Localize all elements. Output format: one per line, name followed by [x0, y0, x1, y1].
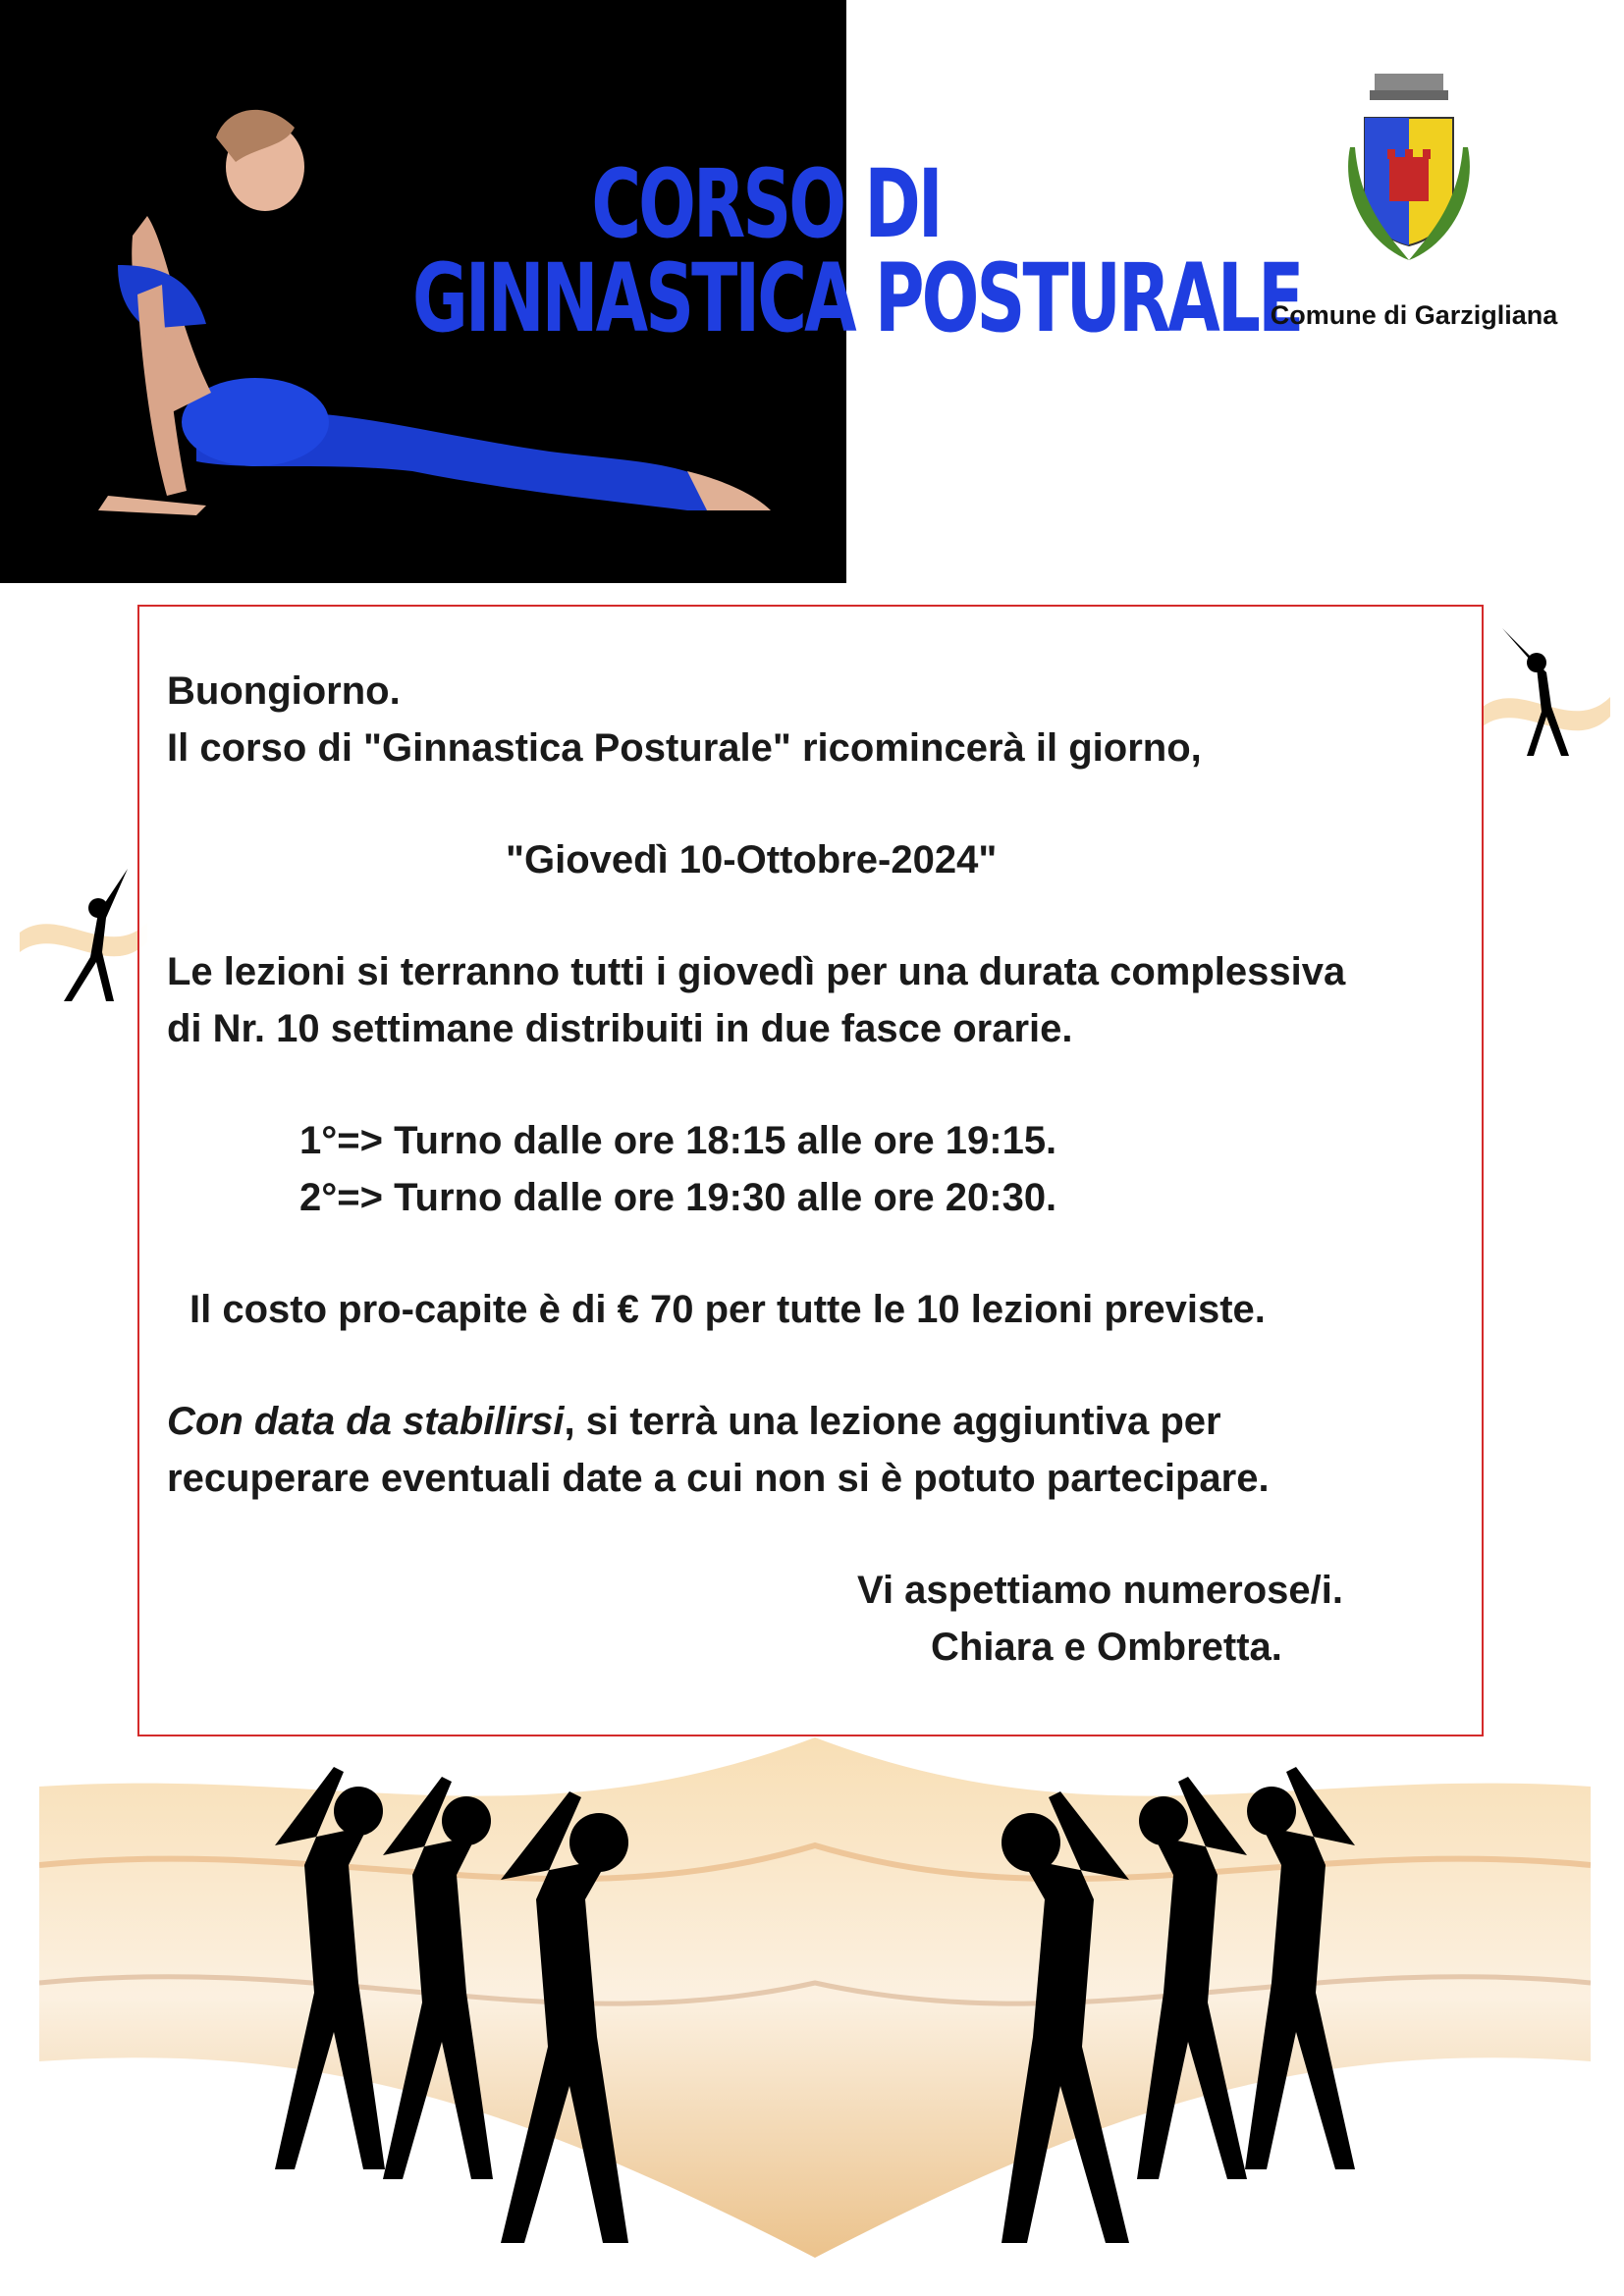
exercise-silhouette-icon	[20, 864, 147, 1011]
closing-line-1: Vi aspettiamo numerose/i.	[857, 1569, 1343, 1612]
course-title	[412, 149, 1302, 353]
shift-1: 1°=> Turno dalle ore 18:15 alle ore 19:15.	[299, 1119, 1057, 1162]
extra-lesson-line-2: recuperare eventuali date a cui non si è potuto partecipare.	[167, 1457, 1270, 1500]
closing-signature: Chiara e Ombretta.	[931, 1626, 1282, 1669]
comune-name: Comune di Garzigliana	[1270, 300, 1558, 330]
lessons-line-1: Le lezioni si terranno tutti i giovedì per una durata complessiva	[167, 950, 1346, 993]
cost-text: Il costo pro-capite è di € 70 per tutte le 10 lezioni previste.	[189, 1288, 1266, 1331]
exercise-silhouettes-group	[39, 1728, 1591, 2277]
extra-lesson-italic: Con data da stabilirsi	[167, 1400, 565, 1443]
intro-text: Il corso di "Ginnastica Posturale" ricomincerà il giorno,	[167, 726, 1202, 770]
title-line-2: GINNASTICA POSTURALE	[412, 243, 1302, 353]
extra-lesson-rest: , si terrà una lezione aggiuntiva per	[564, 1400, 1221, 1443]
exercise-silhouette-icon	[1483, 618, 1610, 766]
greeting: Buongiorno.	[167, 669, 401, 713]
lessons-line-2: di Nr. 10 settimane distribuiti in due fasce orarie.	[167, 1007, 1073, 1050]
extra-lesson-line-1	[167, 1398, 1221, 1445]
title-line-1: CORSO DI	[591, 149, 941, 259]
course-date: "Giovedì 10-Ottobre-2024"	[506, 838, 998, 881]
shift-2: 2°=> Turno dalle ore 19:30 alle ore 20:30.	[299, 1176, 1057, 1219]
coat-of-arms-icon	[1330, 69, 1488, 275]
